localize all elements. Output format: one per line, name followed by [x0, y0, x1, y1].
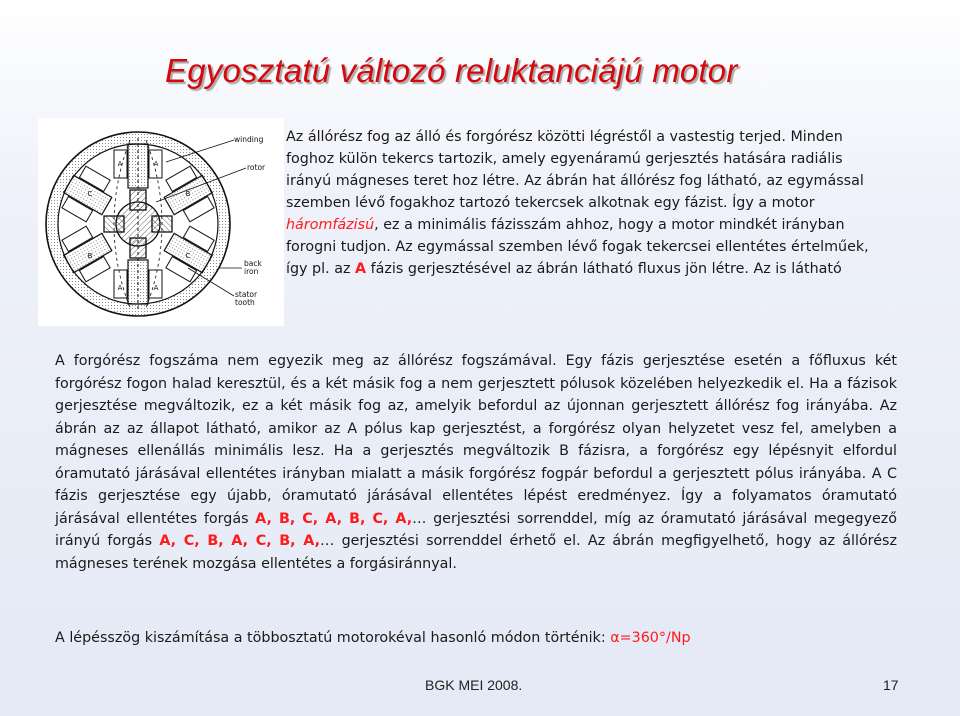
- motor-diagram-svg: [38, 118, 284, 326]
- highlight-phase-a: A: [355, 261, 367, 277]
- phase-label: B: [87, 252, 93, 260]
- stator-tooth-label: tooth: [235, 298, 255, 307]
- motor-cross-section-diagram: [38, 118, 284, 326]
- back-iron-label: back: [244, 259, 262, 268]
- phase-label: A: [117, 160, 123, 168]
- highlight-three-phase: háromfázisú: [286, 217, 375, 233]
- sequence-cw: A, C, B, A, C, B, A,: [159, 533, 321, 549]
- stator-tooth-label: stator: [235, 290, 258, 299]
- rotor-label: rotor: [247, 163, 266, 172]
- step-angle-formula: A lépésszög kiszámítása a többosztatú motorokéval hasonló módon történik: α=360°/Np: [55, 630, 691, 646]
- formula-expression: α=360°/Np: [610, 630, 691, 646]
- body-paragraph: A forgórész fogszáma nem egyezik meg az állórész fogszámával. Egy fázis gerjesztése esetén a főfluxus két forgórész fogon halad keresztül, és a két másik fog a nem gerjesztett pólusok közelében helyezkedik el. Ha a fázisok gerjesztése megváltozik, ez a két másik fog az, amelyik befordul az újonnan gerjesztett állórész fog irányába. Az ábrán az az állapot látható, amikor az A pólus kap gerjesztést, a forgórész olyan helyzetet vesz fel, amelyben a mágneses ellenállás minimális lesz. Ha a gerjesztés megváltozik B fázisra, a forgórész egy lépésnyit elfordul óramutató járásával ellentétes irányban mialatt a másik forgórész fogpár befordul a gerjesztett pólus irányába. A C fázis gerjesztése egy újabb, óramutató járásával ellentétes lépést eredményez. Így a folyamatos óramutató járásával ellentétes forgás A, B, C, A, B, C, A,… gerjesztési sorrenddel, míg az óramutató járásával megegyező irányú forgás A, C, B, A, C, B, A,… gerjesztési sorrenddel érhető el. Az ábrán megfigyelhető, hogy az állórész mágneses terének mozgása ellentétes a forgásiránnyal.: [55, 353, 897, 572]
- back-iron-label: iron: [244, 267, 259, 276]
- winding-label: winding: [234, 135, 264, 144]
- phase-label: C: [185, 252, 191, 260]
- page-number: 17: [883, 677, 899, 693]
- footer-text: BGK MEI 2008.: [425, 677, 523, 693]
- phase-label: A: [153, 160, 159, 168]
- phase-label: A: [153, 284, 159, 292]
- phase-label: A: [117, 284, 123, 292]
- slide-title: Egyosztatú változó reluktanciájú motor: [165, 52, 738, 89]
- intro-paragraph: Az állórész fog az álló és forgórész közötti légréstől a vastestig terjed. Minden foghoz külön tekercs tartozik, amely egyenáramú gerjesztés hatására radiális irányú mágneses teret hoz létre. Az ábrán hat állórész fog látható, az egymással szemben lévő fogakhoz tartozó tekercsek alkotnak egy fázist. Így a motor háromfázisú, ez a minimális fázisszám ahhoz, hogy a motor mindkét irányban forogni tudjon. Az egymással szemben lévő fogak tekercsei ellentétes értelműek, így pl. az A fázis gerjesztésével az ábrán látható fluxus jön létre. Az is látható: [286, 129, 869, 277]
- sequence-ccw: A, B, C, A, B, C, A,: [255, 510, 413, 527]
- phase-label: B: [185, 190, 191, 198]
- phase-label: C: [87, 190, 93, 198]
